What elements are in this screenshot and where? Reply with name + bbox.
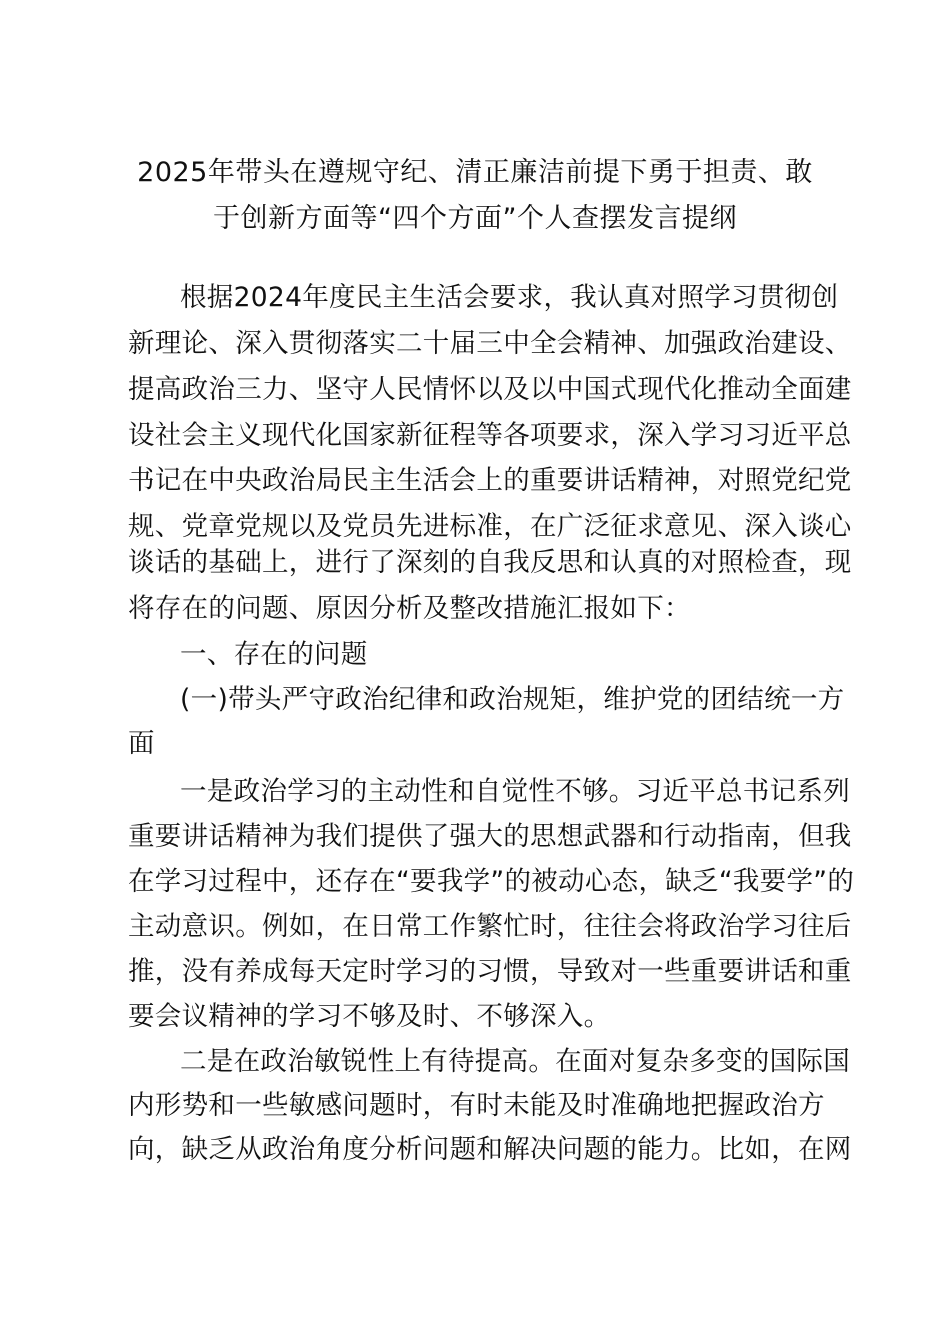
intro-paragraph-line: 根据2024年度民主生活会要求，我认真对照学习贯彻创 bbox=[180, 282, 839, 313]
intro-paragraph-line: 新理论、深入贯彻落实二十届三中全会精神、加强政治建设、 bbox=[128, 328, 852, 359]
intro-paragraph-line: 书记在中央政治局民主生活会上的重要讲话精神，对照党纪党 bbox=[128, 465, 852, 496]
point-one-paragraph-line: 主动意识。例如，在日常工作繁忙时，往往会将政治学习往后 bbox=[128, 911, 852, 942]
point-two-paragraph-line: 向，缺乏从政治角度分析问题和解决问题的能力。比如，在网 bbox=[128, 1134, 852, 1165]
point-two-paragraph-line: 二是在政治敏锐性上有待提高。在面对复杂多变的国际国 bbox=[180, 1046, 850, 1077]
point-one-paragraph-line: 在学习过程中，还存在“要我学”的被动心态，缺乏“我要学”的 bbox=[128, 866, 855, 897]
intro-paragraph-line: 设社会主义现代化国家新征程等各项要求，深入学习习近平总 bbox=[128, 420, 852, 451]
intro-paragraph-line: 将存在的问题、原因分析及整改措施汇报如下： bbox=[128, 593, 691, 624]
intro-paragraph-line: 提高政治三力、坚守人民情怀以及以中国式现代化推动全面建 bbox=[128, 374, 852, 405]
intro-paragraph-line: 规、党章党规以及党员先进标准，在广泛征求意见、深入谈心 bbox=[128, 511, 852, 542]
point-one-paragraph-line: 一是政治学习的主动性和自觉性不够。习近平总书记系列 bbox=[180, 776, 850, 807]
subsection-heading-line: 面 bbox=[128, 728, 155, 759]
point-one-paragraph-line: 要会议精神的学习不够及时、不够深入。 bbox=[128, 1001, 611, 1032]
document-title-line-1: 2025年带头在遵规守纪、清正廉洁前提下勇于担责、敢 bbox=[137, 157, 813, 188]
document-title-line-2: 于创新方面等“四个方面”个人查摆发言提纲 bbox=[213, 203, 737, 234]
subsection-heading-line: (一)带头严守政治纪律和政治规矩，维护党的团结统一方 bbox=[180, 684, 845, 715]
point-one-paragraph-line: 推，没有养成每天定时学习的习惯，导致对一些重要讲话和重 bbox=[128, 956, 852, 987]
point-one-paragraph-line: 重要讲话精神为我们提供了强大的思想武器和行动指南，但我 bbox=[128, 821, 852, 852]
intro-paragraph-line: 谈话的基础上，进行了深刻的自我反思和认真的对照检查，现 bbox=[128, 547, 852, 578]
section-heading: 一、存在的问题 bbox=[180, 639, 368, 670]
point-two-paragraph-line: 内形势和一些敏感问题时，有时未能及时准确地把握政治方 bbox=[128, 1090, 825, 1121]
